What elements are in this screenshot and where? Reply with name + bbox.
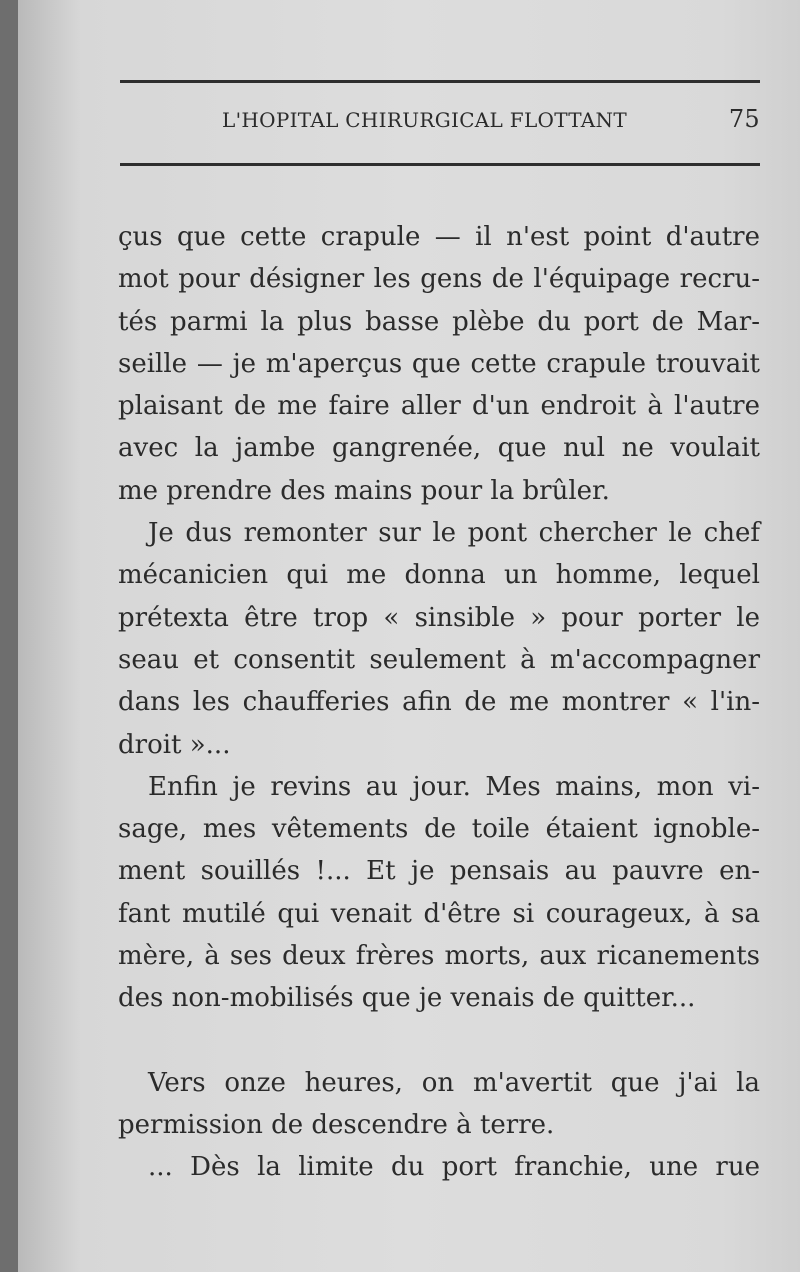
header-rule-top <box>120 80 760 83</box>
book-page <box>18 0 800 1272</box>
paragraph-2 <box>118 512 760 766</box>
text-line: me prendre des mains pour la brûler. <box>118 475 610 506</box>
text-line: ment souillés !... Et je pensais au pauvre en- <box>118 856 760 887</box>
text-line: dans les chaufferies afin de me montrer « l'in- <box>118 687 760 718</box>
page-number: 75 <box>728 105 760 133</box>
header-rule-bottom <box>120 163 760 166</box>
running-header <box>120 105 760 137</box>
text-line: avec la jambe gangrenée, que nul ne voulait <box>118 433 760 464</box>
text-line: Je dus remonter sur le pont chercher le chef <box>148 518 760 549</box>
section-gap <box>118 1020 760 1062</box>
paragraph-4 <box>118 1062 760 1147</box>
text-line: droit »... <box>118 729 231 760</box>
text-line: Vers onze heures, on m'avertit que j'ai la <box>148 1067 760 1098</box>
text-line: Enfin je revins au jour. Mes mains, mon vi- <box>148 771 760 802</box>
text-line: mot pour désigner les gens de l'équipage recru- <box>118 264 760 295</box>
running-title: L'HOPITAL CHIRURGICAL FLOTTANT <box>222 108 627 132</box>
text-line: ... Dès la limite du port franchie, une rue <box>148 1152 760 1183</box>
text-line: permission de descendre à terre. <box>118 1109 555 1140</box>
text-line: sage, mes vêtements de toile étaient ignoble- <box>118 814 760 845</box>
text-line: prétexta être trop « sinsible » pour porter le <box>118 602 760 633</box>
text-line: mécanicien qui me donna un homme, lequel <box>118 560 760 591</box>
body-text <box>118 216 760 1189</box>
text-line: seau et consentit seulement à m'accompagner <box>118 644 760 675</box>
text-line: plaisant de me faire aller d'un endroit à l'autre <box>118 391 760 422</box>
paragraph-1 <box>118 216 760 512</box>
text-line: mère, à ses deux frères morts, aux ricanements <box>118 941 760 972</box>
paragraph-5 <box>118 1146 760 1188</box>
text-line: tés parmi la plus basse plèbe du port de Mar- <box>118 306 760 337</box>
text-line: fant mutilé qui venait d'être si courageux, à sa <box>118 898 760 929</box>
paragraph-3 <box>118 766 760 1020</box>
text-line: seille — je m'aperçus que cette crapule trouvait <box>118 348 760 379</box>
text-line: çus que cette crapule — il n'est point d'autre <box>118 222 760 252</box>
text-line: des non-mobilisés que je venais de quitter... <box>118 983 696 1014</box>
